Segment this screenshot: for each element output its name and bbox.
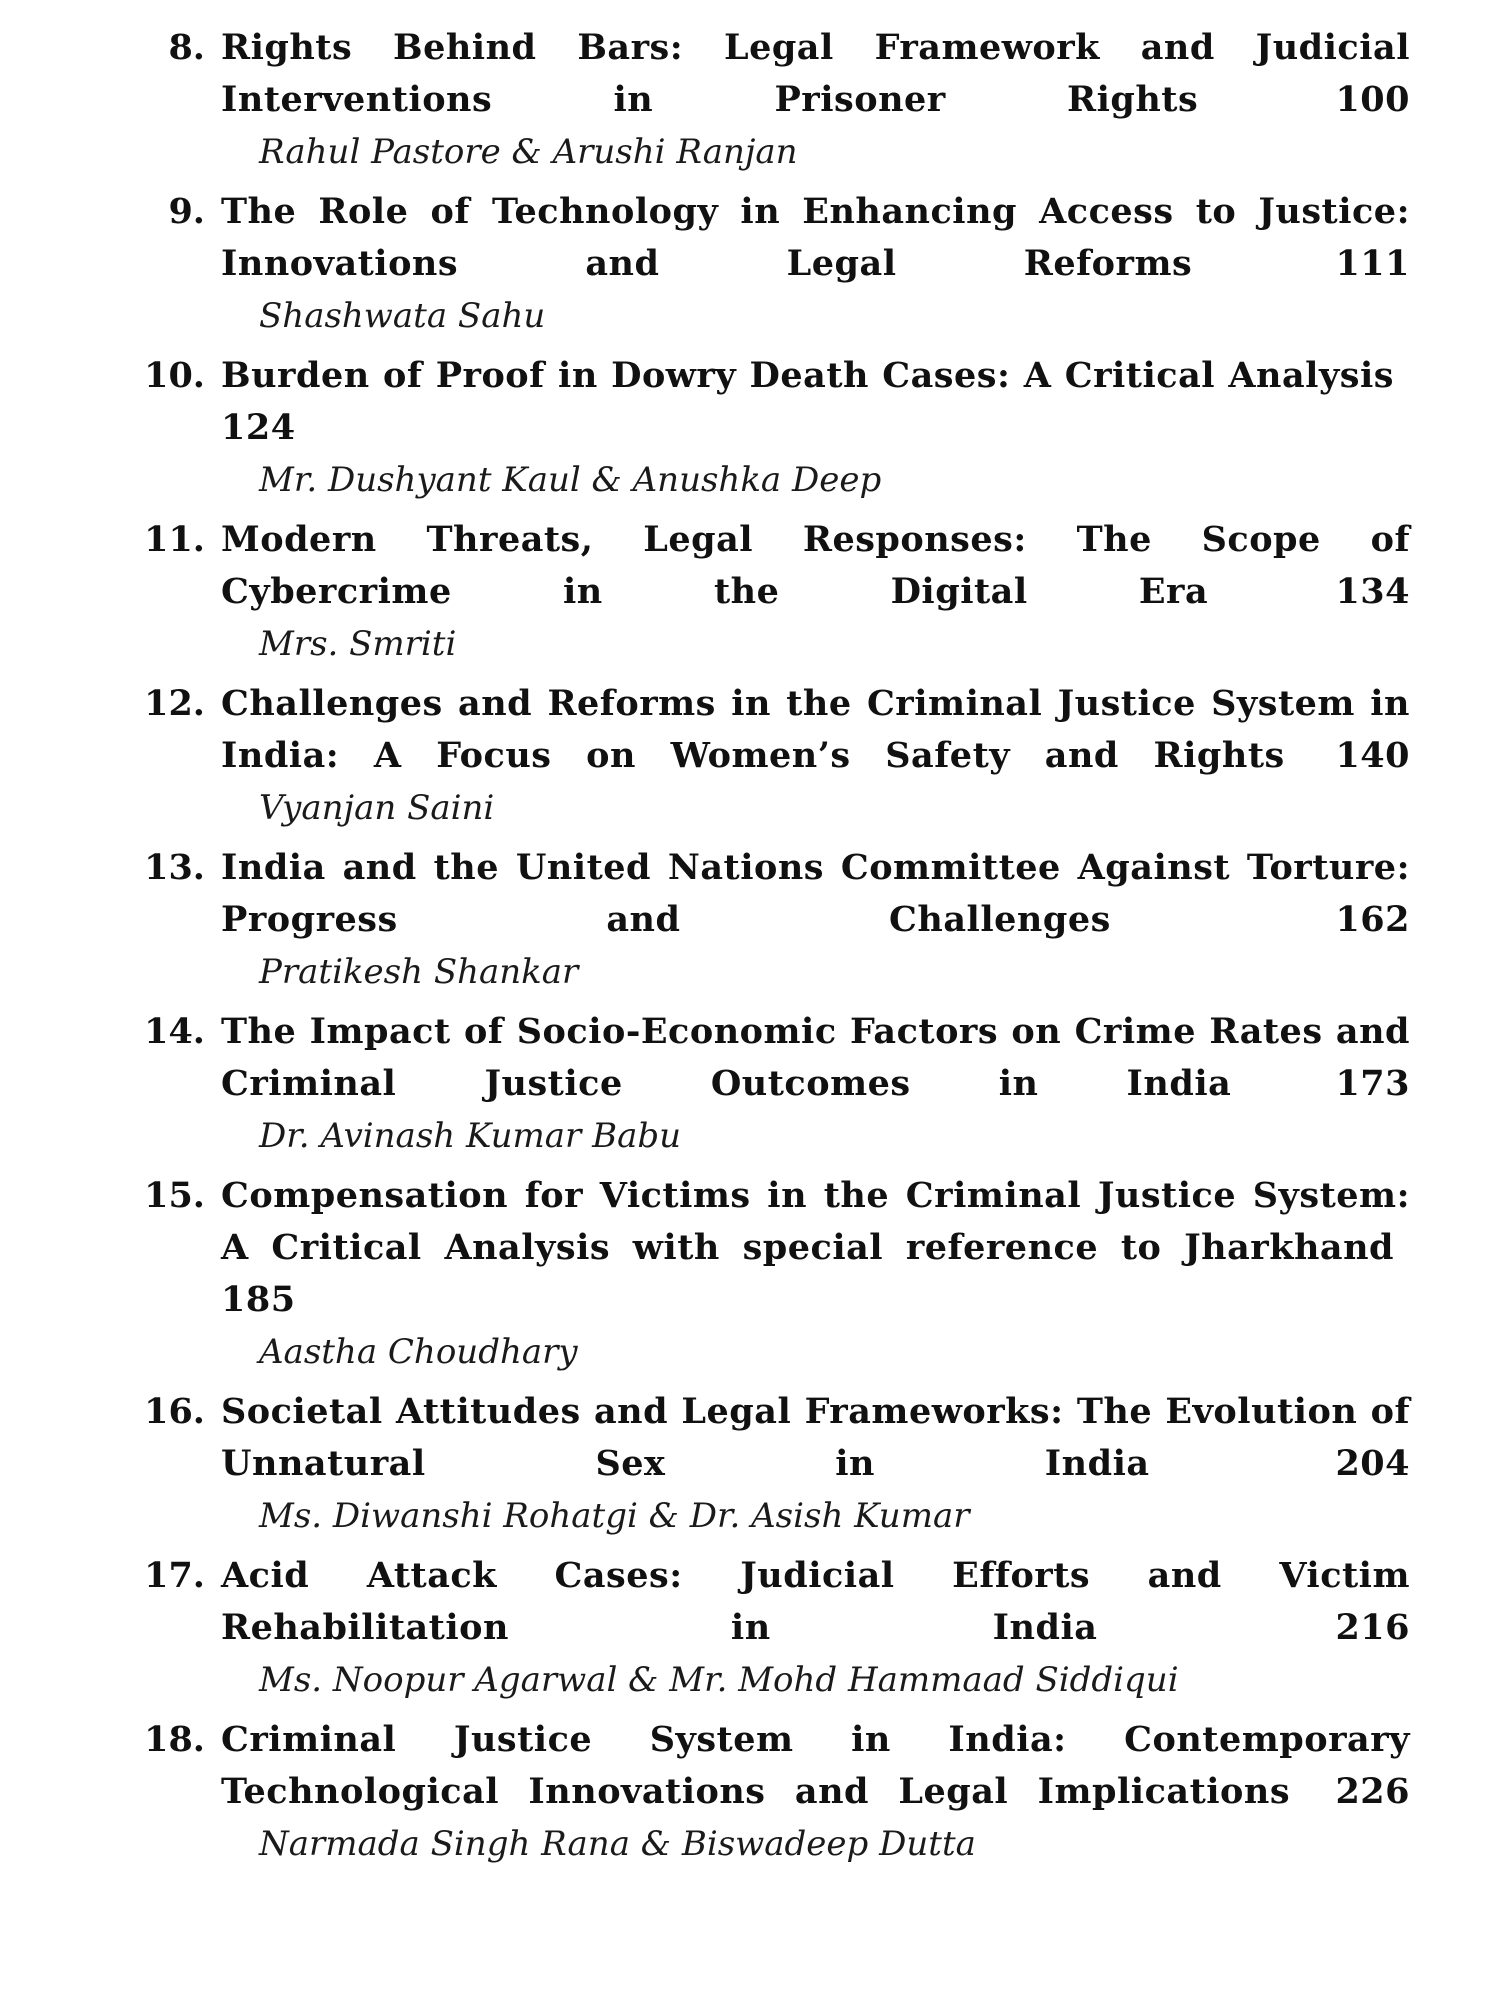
- entry-title: The Role of Technology in Enhancing Access to Justice: Innovations and Legal Reforms: [221, 191, 1410, 284]
- entry-number: 11.: [144, 519, 205, 560]
- entry-authors: Narmada Singh Rana & Biswadeep Dutta: [259, 1824, 976, 1864]
- toc-entry: [125, 1170, 1410, 1378]
- entry-title-line[interactable]: [221, 1386, 1410, 1490]
- entry-authors: Shashwata Sahu: [259, 296, 546, 336]
- entry-page-number: 100: [1335, 79, 1410, 120]
- toc-entry: [125, 1714, 1410, 1870]
- table-of-contents: [125, 22, 1410, 1878]
- entry-authors: Ms. Diwanshi Rohatgi & Dr. Asish Kumar: [259, 1496, 970, 1536]
- entry-title: India and the United Nations Committee Against Torture: Progress and Challenges: [221, 847, 1410, 940]
- entry-authors: Mr. Dushyant Kaul & Anushka Deep: [259, 460, 882, 500]
- entry-number: 15.: [144, 1175, 205, 1216]
- entry-title: Criminal Justice System in India: Contemporary Technological Innovations and Legal Implications: [221, 1719, 1410, 1812]
- entry-page-number: 140: [1335, 735, 1410, 776]
- entry-number: 16.: [144, 1391, 205, 1432]
- entry-authors: Pratikesh Shankar: [259, 952, 579, 992]
- entry-page-number: 162: [1335, 899, 1410, 940]
- entry-title-line[interactable]: [221, 1170, 1410, 1326]
- entry-page-number: 124: [221, 407, 296, 448]
- entry-title-line[interactable]: [221, 842, 1410, 946]
- entry-page-number: 134: [1335, 571, 1410, 612]
- toc-entry: [125, 678, 1410, 834]
- entry-number: 13.: [144, 847, 205, 888]
- entry-title-line[interactable]: [221, 514, 1410, 618]
- entry-page-number: 173: [1335, 1063, 1411, 1104]
- entry-title: Rights Behind Bars: Legal Framework and Judicial Interventions in Prisoner Rights: [221, 27, 1410, 120]
- entry-number: 14.: [144, 1011, 205, 1052]
- entry-title-line[interactable]: [221, 1006, 1410, 1110]
- toc-entry: [125, 1386, 1410, 1542]
- entry-page-number: 111: [1335, 243, 1410, 284]
- toc-entry: [125, 350, 1410, 506]
- entry-title: Acid Attack Cases: Judicial Efforts and Victim Rehabilitation in India: [221, 1555, 1410, 1648]
- entry-title: Challenges and Reforms in the Criminal Justice System in India: A Focus on Women’s Safety and Rights: [221, 683, 1410, 776]
- entry-authors: Aastha Choudhary: [259, 1332, 578, 1372]
- entry-number: 10.: [144, 355, 205, 396]
- entry-title: The Impact of Socio-Economic Factors on Crime Rates and Criminal Justice Outcomes in India: [221, 1011, 1410, 1104]
- toc-entry: [125, 22, 1410, 178]
- entry-page-number: 185: [221, 1279, 296, 1320]
- entry-page-number: 226: [1335, 1771, 1410, 1812]
- entry-title: Modern Threats, Legal Responses: The Scope of Cybercrime in the Digital Era: [221, 519, 1410, 612]
- entry-authors: Vyanjan Saini: [259, 788, 495, 828]
- entry-authors: Ms. Noopur Agarwal & Mr. Mohd Hammaad Siddiqui: [259, 1660, 1179, 1700]
- entry-title-line[interactable]: [221, 678, 1410, 782]
- entry-title-line[interactable]: [221, 1550, 1410, 1654]
- entry-number: 12.: [144, 683, 205, 724]
- entry-number: 8.: [168, 27, 205, 68]
- entry-title: Burden of Proof in Dowry Death Cases: A Critical Analysis: [221, 355, 1394, 396]
- entry-authors: Rahul Pastore & Arushi Ranjan: [259, 132, 798, 172]
- toc-entry: [125, 186, 1410, 342]
- entry-title: Societal Attitudes and Legal Frameworks: The Evolution of Unnatural Sex in India: [221, 1391, 1410, 1484]
- entry-number: 9.: [168, 191, 205, 232]
- toc-entry: [125, 1006, 1410, 1162]
- entry-title-line[interactable]: [221, 1714, 1410, 1818]
- toc-entry: [125, 514, 1410, 670]
- entry-page-number: 204: [1335, 1443, 1410, 1484]
- entry-number: 18.: [144, 1719, 205, 1760]
- entry-title-line[interactable]: [221, 22, 1410, 126]
- entry-authors: Dr. Avinash Kumar Babu: [259, 1116, 682, 1156]
- entry-page-number: 216: [1335, 1607, 1410, 1648]
- entry-title-line[interactable]: [221, 186, 1410, 290]
- entry-title-line[interactable]: [221, 350, 1410, 454]
- toc-entry: [125, 1550, 1410, 1706]
- toc-entry: [125, 842, 1410, 998]
- entry-authors: Mrs. Smriti: [259, 624, 457, 664]
- entry-title: Compensation for Victims in the Criminal Justice System: A Critical Analysis with special reference to Jharkhand: [221, 1175, 1410, 1268]
- entry-number: 17.: [144, 1555, 205, 1596]
